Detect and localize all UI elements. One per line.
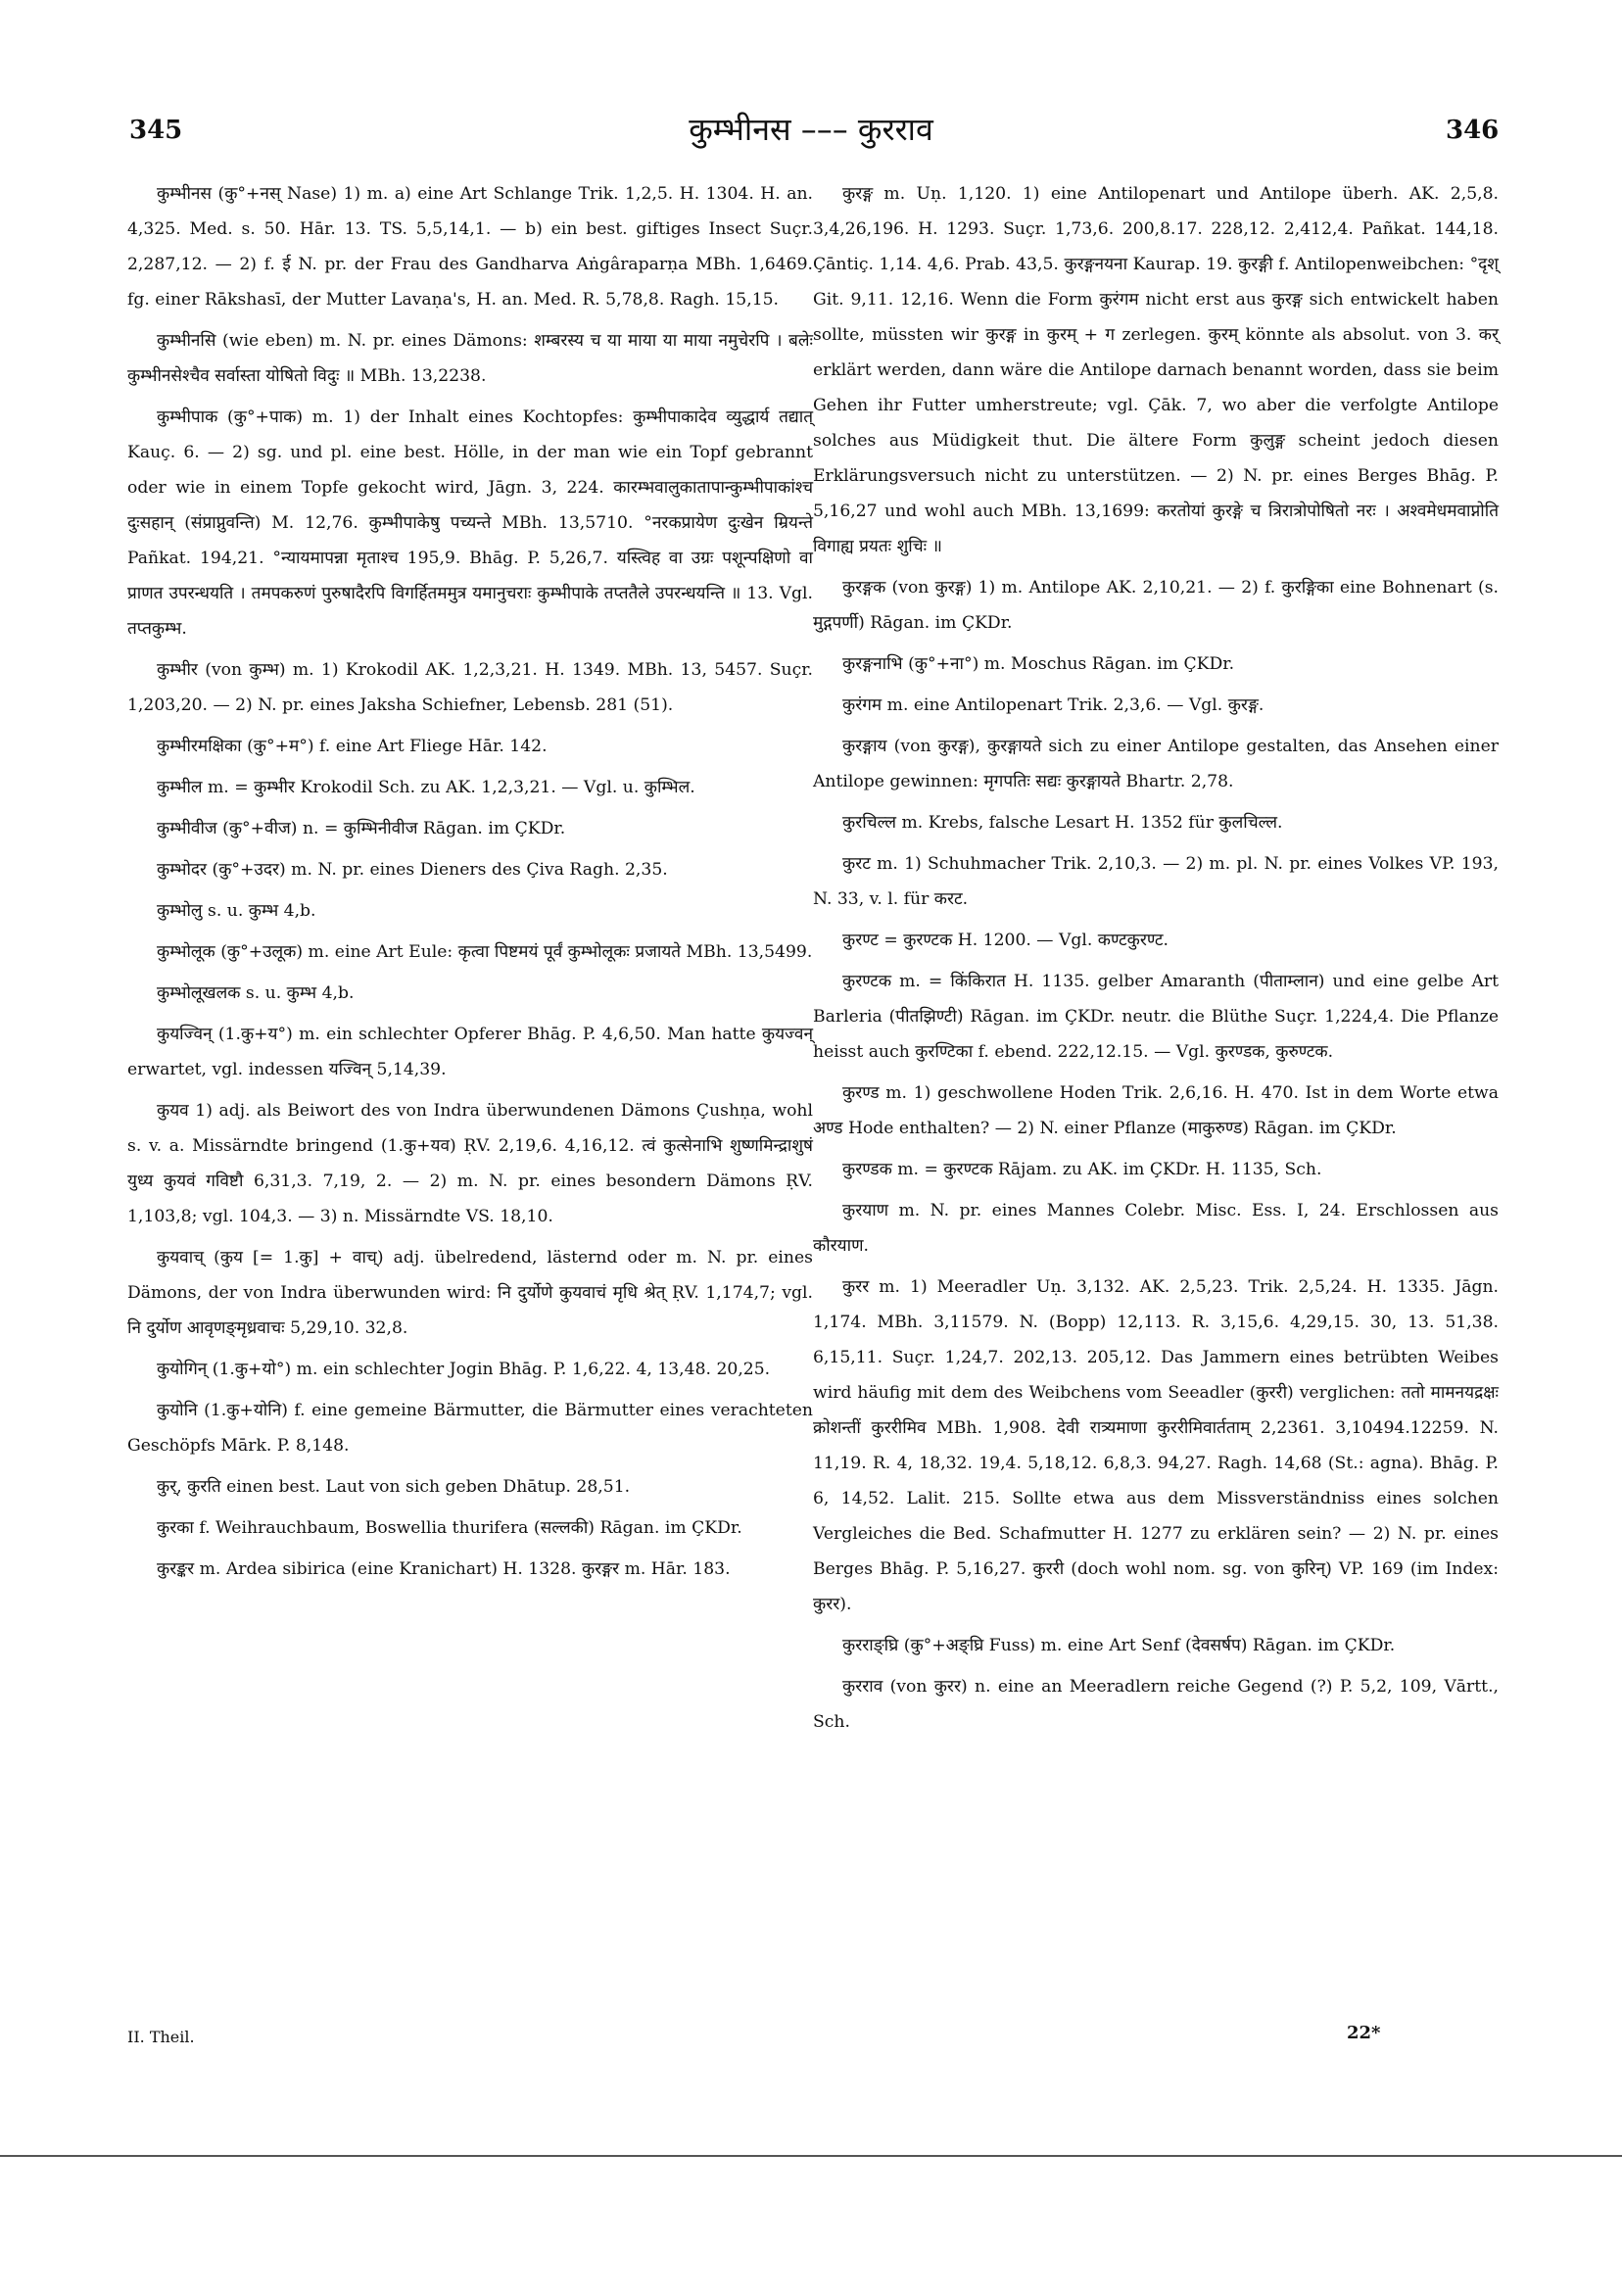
- dictionary-entry: कुम्भोलूखलक s. u. कुम्भ 4,b.: [157, 983, 355, 1003]
- dictionary-entry: कुरका f. Weihrauchbaum, Boswellia thurifera (सल्लकी) Rāgan. im ÇKDr.: [157, 1518, 742, 1538]
- dictionary-entry: कुयोगिन् (1.कु+यो°) m. ein schlechter Jogin Bhāg. P. 1,6,22. 4, 13,48. 20,25.: [157, 1360, 771, 1379]
- dictionary-entry: कुयव 1) adj. als Beiwort des von Indra überwundenen Dämons Çushṇa, wohl s. v. a. Missärndte bringend (1.कु+यव) ṚV. 2,19,6. 4,16,12. त्वं कुत्सेनाभि शुष्णमिन्द्राशुषं युध्य कुयवं गविष्टौ 6,31,3. 7,19, 2. — 2) m. N. pr. eines besondern Dämons ṚV. 1,103,8; vgl. 104,3. — 3) n. Missärndte VS. 18,10.: [127, 1101, 813, 1226]
- dictionary-entry: कुरङ्गक (von कुरङ्ग) 1) m. Antilope AK. 2,10,21. — 2) f. कुरङ्गिका eine Bohnenart (s. मुद्गपर्णी) Rāgan. im ÇKDr.: [813, 578, 1499, 633]
- dictionary-entry: कुम्भीनस (कु°+नस् Nase) 1) m. a) eine Art Schlange Trik. 1,2,5. H. 1304. H. an. 4,325. Med. s. 50. Hār. 13. TS. 5,5,14,1. — b) ein best. giftiges Insect Suçr. 2,287,12. — 2) f. ई N. pr. der Frau des Gandharva Aṅgâraparṇa MBh. 1,6469. fg. einer Rākshasī, der Mutter Lavaṇa's, H. an. Med. R. 5,78,8. Ragh. 15,15.: [127, 184, 813, 310]
- dictionary-entry: कुम्भोलु s. u. कुम्भ 4,b.: [157, 901, 316, 921]
- dictionary-entry: कुरङ्गनाभि (कु°+ना°) m. Moschus Rāgan. im ÇKDr.: [842, 654, 1235, 674]
- dictionary-entry: कुरर m. 1) Meeradler Uṇ. 3,132. AK. 2,5,23. Trik. 2,5,24. H. 1335. Jāgn. 1,174. MBh. 3,11579. N. (Bopp) 12,113. R. 3,15,6. 4,29,15. 30, 13. 51,38. 6,15,11. Suçr. 1,24,7. 202,13. 205,12. Das Jammern eines betrübten Weibes wird häufig mit dem des Weibchens vom Seeadler (कुररी) verglichen: ततो मामनयद्रक्षः क्रोशन्तीं कुररीमिव MBh. 1,908. देवी रात्र्यमाणा कुररीमिवार्तताम् 2,2361. 3,10494.12259. N. 11,19. R. 4, 18,32. 19,4. 5,18,12. 6,8,3. 94,27. Ragh. 14,68 (St.: agna). Bhāg. P. 6, 14,52. Lalit. 215. Sollte etwa aus dem Missverständniss eines solchen Vergleiches die Bed. Schafmutter H. 1277 zu erklären sein? — 2) N. pr. eines Berges Bhāg. P. 5,16,27. कुररी (doch wohl nom. sg. von कुरिन्) VP. 169 (im Index: कुरर).: [813, 1277, 1499, 1614]
- dictionary-entry: कुरण्टक m. = किंकिरात H. 1135. gelber Amaranth (पीताम्लान) und eine gelbe Art Barleria (पीतझिण्टी) Rāgan. im ÇKDr. neutr. die Blüthe Suçr. 1,224,4. Die Pflanze heisst auch कुरण्टिका f. ebend. 222,12.15. — Vgl. कुरण्डक, कुरुण्टक.: [813, 972, 1499, 1062]
- dictionary-entry: कुरण्ड m. 1) geschwollene Hoden Trik. 2,6,16. H. 470. Ist in dem Worte etwa अण्ड Hode enthalten? — 2) N. einer Pflanze (माकुरुण्ड) Rāgan. im ÇKDr.: [813, 1083, 1499, 1138]
- dictionary-entry: कुम्भीपाक (कु°+पाक) m. 1) der Inhalt eines Kochtopfes: कुम्भीपाकादेव व्युद्धार्य तद्यात् Kauç. 6. — 2) sg. und pl. eine best. Hölle, in der man wie ein Topf gebrannt oder wie in einem Topfe gekocht wird, Jāgn. 3, 224. कारम्भवालुकातापान्कुम्भीपाकांश्च दुःसहान् (संप्राप्नुवन्ति) M. 12,76. कुम्भीपाकेषु पच्यन्ते MBh. 13,5710. °नरकप्रायेण दुःखेन म्रियन्ते Pañkat. 194,21. °न्यायमापन्ना मृताश्च 195,9. Bhāg. P. 5,26,7. यस्त्विह वा उग्रः पशून्पक्षिणो वा प्राणत उपरन्धयति । तमपकरुणं पुरुषादैरपि विगर्हितममुत्र यमानुचराः कुम्भीपाके तप्ततैले उपरन्धयन्ति ॥ 13. Vgl. तप्तकुम्भ.: [127, 407, 813, 639]
- dictionary-entry: कुरयाण m. N. pr. eines Mannes Colebr. Misc. Ess. I, 24. Erschlossen aus कौरयाण.: [813, 1201, 1499, 1256]
- dictionary-entry: कुरट m. 1) Schuhmacher Trik. 2,10,3. — 2) m. pl. N. pr. eines Volkes VP. 193, N. 33, v. l. für करट.: [813, 854, 1499, 909]
- dictionary-entry: कुम्भीनसि (wie eben) m. N. pr. eines Dämons: शम्बरस्य च या माया या माया नमुचेरपि । बलेः कुम्भीनसेश्चैव सर्वास्ता योषितो विदुः ॥ MBh. 13,2238.: [127, 331, 813, 386]
- page-number-left: 345: [129, 116, 183, 145]
- dictionary-entry: कुरचिल्ल m. Krebs, falsche Lesart H. 1352 für कुलचिल्ल.: [842, 813, 1283, 833]
- signature-mark: 22*: [1347, 2023, 1381, 2043]
- dictionary-entry: कुर्, कुरति einen best. Laut von sich geben Dhātup. 28,51.: [157, 1477, 631, 1497]
- dictionary-entry: कुरंगम m. eine Antilopenart Trik. 2,3,6. — Vgl. कुरङ्ग.: [842, 695, 1264, 715]
- dictionary-entry: कुयज्विन् (1.कु+य°) m. ein schlechter Opferer Bhāg. P. 4,6,50. Man hatte कुयज्वन् erwartet, vgl. indessen यज्विन् 5,14,39.: [127, 1025, 813, 1079]
- dictionary-entry: कुम्भील m. = कुम्भीर Krokodil Sch. zu AK. 1,2,3,21. — Vgl. u. कुम्भिल.: [157, 778, 695, 797]
- running-head: कुम्भीनस ––– कुरराव: [689, 111, 933, 148]
- dictionary-entry: कुरङ्कर m. Ardea sibirica (eine Kranichart) H. 1328. कुरङ्गर m. Hār. 183.: [157, 1559, 731, 1579]
- volume-label: II. Theil.: [127, 2028, 195, 2046]
- dictionary-entry: कुम्भोदर (कु°+उदर) m. N. pr. eines Dieners des Çiva Ragh. 2,35.: [157, 860, 668, 880]
- dictionary-entry: कुम्भीरमक्षिका (कु°+म°) f. eine Art Fliege Hār. 142.: [157, 737, 548, 756]
- dictionary-entry: कुयवाच् (कुय [= 1.कु] + वाच्) adj. übelredend, lästernd oder m. N. pr. eines Dämons, der von Indra überwunden wird: नि दुर्योणे कुयवाचं मृधि श्रेत् ṚV. 1,174,7; vgl. नि दुर्योण आवृणङ्मृध्रवाचः 5,29,10. 32,8.: [127, 1248, 813, 1338]
- dictionary-entry: कुयोनि (1.कु+योनि) f. eine gemeine Bärmutter, die Bärmutter eines verachteten Geschöpfs Mārk. P. 8,148.: [127, 1401, 813, 1456]
- right-column: [813, 176, 1499, 1746]
- dictionary-entry: कुरण्ट = कुरण्टक H. 1200. — Vgl. कण्टकुरण्ट.: [842, 931, 1169, 950]
- bottom-rule: [0, 2155, 1622, 2157]
- dictionary-entry: कुम्भीर (von कुम्भ) m. 1) Krokodil AK. 1,2,3,21. H. 1349. MBh. 13, 5457. Suçr. 1,203,20. — 2) N. pr. eines Jaksha Schiefner, Lebensb. 281 (51).: [127, 660, 813, 715]
- left-column: [127, 176, 813, 1593]
- dictionary-entry: कुम्भीवीज (कु°+वीज) n. = कुम्भिनीवीज Rāgan. im ÇKDr.: [157, 819, 566, 838]
- page-number-right: 346: [1446, 116, 1500, 145]
- dictionary-entry: कुरण्डक m. = कुरण्टक Rājam. zu AK. im ÇKDr. H. 1135, Sch.: [842, 1160, 1322, 1179]
- dictionary-entry: कुरङ्गाय (von कुरङ्ग), कुरङ्गायते sich zu einer Antilope gestalten, das Ansehen einer Antilope gewinnen: मृगपतिः सद्यः कुरङ्गायते Bhartr. 2,78.: [813, 737, 1499, 791]
- dictionary-entry: कुरराव (von कुरर) n. eine an Meeradlern reiche Gegend (?) P. 5,2, 109, Vārtt., Sch.: [813, 1677, 1499, 1732]
- dictionary-entry: कुरराङ्घ्रि (कु°+अङ्घ्रि Fuss) m. eine Art Senf (देवसर्षप) Rāgan. im ÇKDr.: [842, 1636, 1396, 1655]
- dictionary-entry: कुरङ्ग m. Uṇ. 1,120. 1) eine Antilopenart und Antilope überh. AK. 2,5,8. 3,4,26,196. H. 1293. Suçr. 1,73,6. 200,8.17. 228,12. 2,412,4. Pañkat. 144,18. Çāntiç. 1,14. 4,6. Prab. 43,5. कुरङ्गनयना Kaurap. 19. कुरङ्गी f. Antilopenweibchen: °दृश् Git. 9,11. 12,16. Wenn die Form कुरंगम nicht erst aus कुरङ्ग sich entwickelt haben sollte, müssten wir कुरङ्ग in कुरम् + ग zerlegen. कुरम् könnte als absolut. von 3. कर् erklärt werden, dann wäre die Antilope darnach benannt worden, dass sie beim Gehen ihr Futter umherstreute; vgl. Çāk. 7, wo aber die verfolgte Antilope solches aus Müdigkeit thut. Die ältere Form कुलुङ्ग scheint jedoch diesen Erklärungsversuch nicht zu unterstützen. — 2) N. pr. eines Berges Bhāg. P. 5,16,27 und wohl auch MBh. 13,1699: करतोयां कुरङ्गे च त्रिरात्रोपोषितो नरः । अश्वमेधमवाप्नोति विगाह्य प्रयतः शुचिः ॥: [813, 184, 1499, 556]
- dictionary-entry: कुम्भोलूक (कु°+उलूक) m. eine Art Eule: कृत्वा पिष्टमयं पूर्वं कुम्भोलूकः प्रजायते MBh. 13,5499.: [157, 942, 813, 962]
